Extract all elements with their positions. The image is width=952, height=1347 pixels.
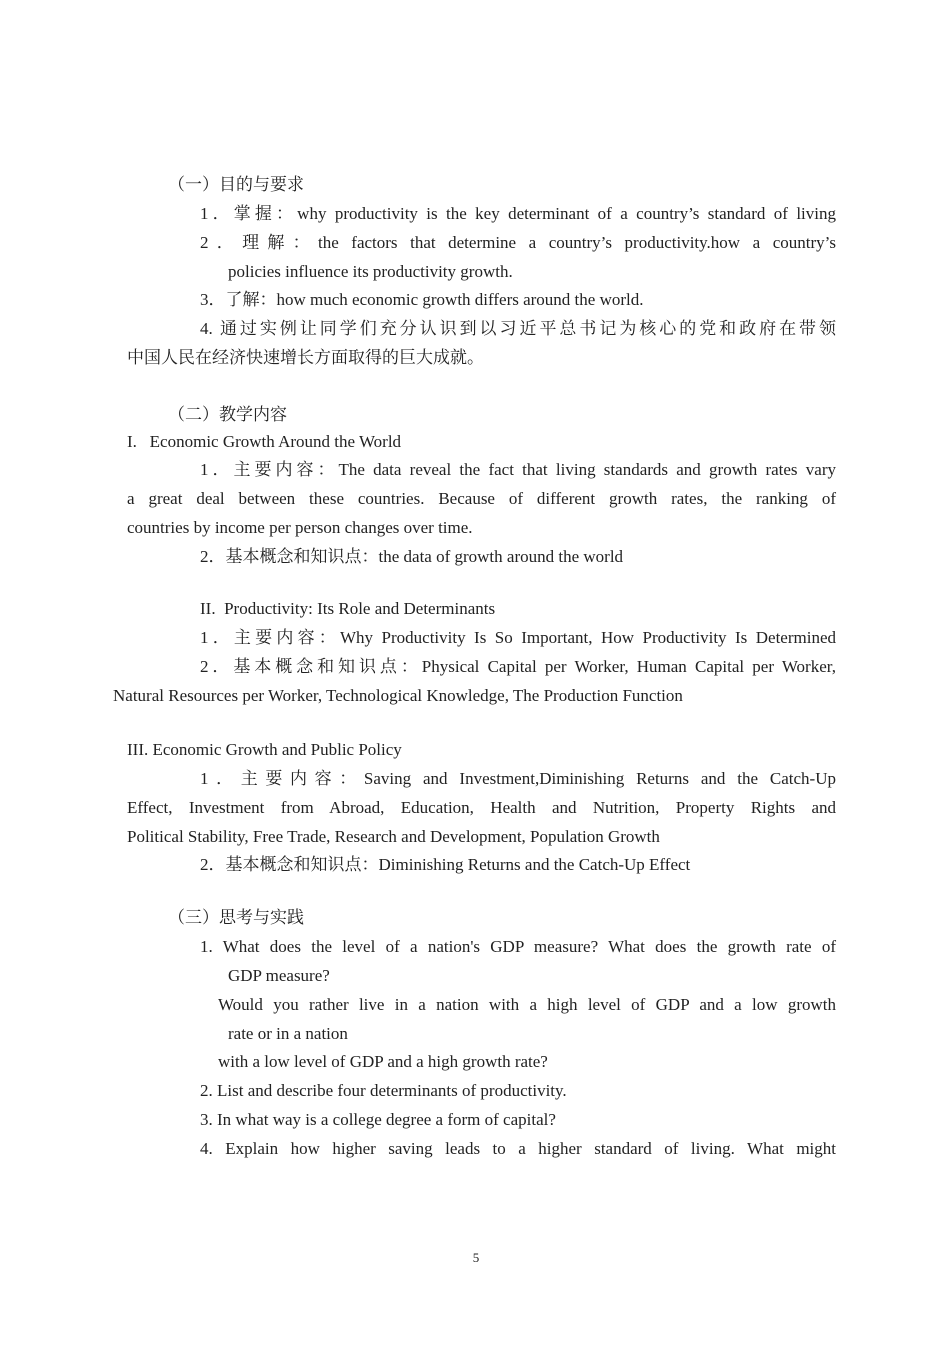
part1-main-content-cont: a great deal between these countries. Because of different growth rates, the ranking of [127,489,836,508]
part2-concepts-cont: Natural Resources per Worker, Technological Knowledge, The Production Function [113,686,683,705]
part1-main-content-end: countries by income per person changes over time. [127,518,473,537]
question-3: 3. In what way is a college degree a form of capital? [200,1110,556,1129]
section-heading-objectives: （一）目的与要求 [168,175,304,194]
question-4: 4. Explain how higher saving leads to a higher standard of living. What might [200,1139,836,1158]
part3-title: III. Economic Growth and Public Policy [127,740,402,759]
objective-item-1: 1．掌握：why productivity is the key determinant of a country’s standard of living [200,204,836,223]
part3-concepts: 2．基本概念和知识点：Diminishing Returns and the Catch-Up Effect [200,855,691,874]
part1-title: I. Economic Growth Around the World [127,432,402,451]
objective-item-3: 3．了解：how much economic growth differs around the world. [200,290,644,309]
question-2: 2. List and describe four determinants of productivity. [200,1081,567,1100]
question-1-followup: Would you rather live in a nation with a high level of GDP and a low growth [218,995,836,1014]
part2-concepts: 2．基本概念和知识点：Physical Capital per Worker, Human Capital per Worker, [200,657,836,676]
question-1-followup-cont: rate or in a nation [228,1024,348,1043]
part1-concepts: 2．基本概念和知识点：the data of growth around the world [200,547,624,566]
question-1-followup-end: with a low level of GDP and a high growth rate? [218,1052,548,1071]
objective-item-4-cont: 中国人民在经济快速增长方面取得的巨大成就。 [127,348,484,367]
part3-main-content-end: Political Stability, Free Trade, Research and Development, Population Growth [127,827,660,846]
section-heading-content: （二）教学内容 [168,405,287,424]
part2-title: II. Productivity: Its Role and Determinants [200,599,496,618]
objective-item-2: 2．理解：the factors that determine a country’s productivity.how a country’s [200,233,836,252]
page-number: 5 [472,1250,480,1265]
part2-main-content: 1．主要内容：Why Productivity Is So Important, How Productivity Is Determined [200,628,836,647]
part3-main-content: 1．主要内容：Saving and Investment,Diminishing Returns and the Catch-Up [200,769,836,788]
objective-item-4: 4. 通过实例让同学们充分认识到以习近平总书记为核心的党和政府在带领 [200,319,836,338]
part1-main-content: 1．主要内容：The data reveal the fact that living standards and growth rates vary [200,460,836,479]
question-1: 1. What does the level of a nation's GDP measure? What does the growth rate of [200,937,836,956]
question-1-cont: GDP measure? [228,966,330,985]
objective-item-2-cont: policies influence its productivity growth. [228,262,513,281]
section-heading-practice: （三）思考与实践 [168,908,304,927]
part3-main-content-cont: Effect, Investment from Abroad, Education, Health and Nutrition, Property Rights and [127,798,836,817]
